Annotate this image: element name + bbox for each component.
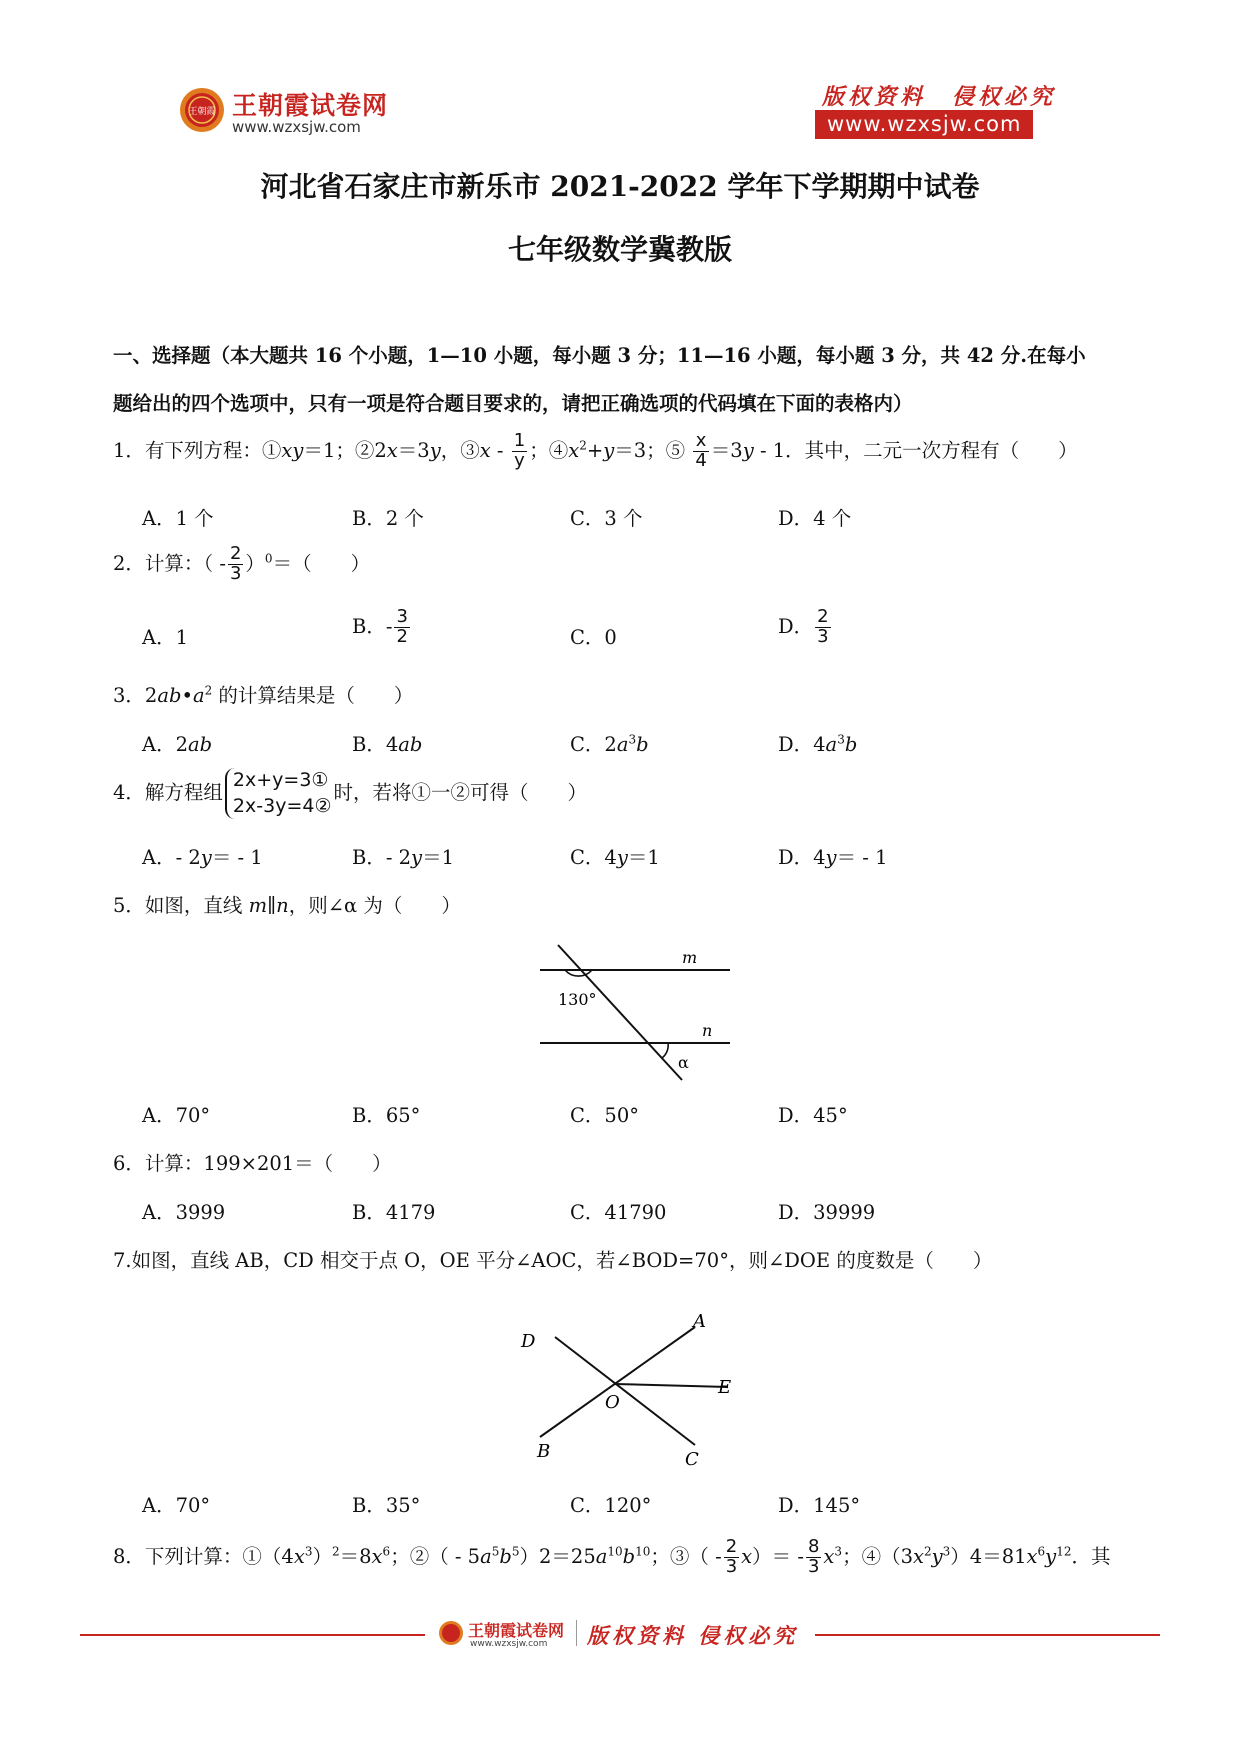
q2-option-c[interactable]: C．0 <box>570 626 617 649</box>
brand-url[interactable]: www.wzxsjw.com <box>232 118 361 136</box>
q5-option-b[interactable]: B．65° <box>352 1104 421 1127</box>
question-5: 5．如图，直线 m∥n，则∠α 为（ ） <box>113 894 461 917</box>
fraction: $\frac{8}{3}$ <box>807 1536 820 1577</box>
label-n: n <box>702 1021 713 1040</box>
footer-seal-icon <box>438 1620 464 1646</box>
q2-option-a[interactable]: A．1 <box>142 626 188 649</box>
footer-rule-right <box>815 1634 1160 1636</box>
q6-option-b[interactable]: B．4179 <box>352 1201 436 1224</box>
question-6: 6．计算：199×201＝（ ） <box>113 1152 392 1175</box>
ray-oe <box>615 1384 728 1387</box>
question-4: 4．解方程组 2x+y=3① 2x-3y=4② 时，若将①一②可得（ ） <box>113 768 587 819</box>
footer-rule-left <box>80 1634 425 1636</box>
copyright-url[interactable]: www.wzxsjw.com <box>815 110 1033 139</box>
q6-option-a[interactable]: A．3999 <box>142 1201 226 1224</box>
question-2: 2．计算：（ - $\frac{2}{3}$ ）$^0$＝（ ） <box>113 543 371 584</box>
intersecting-lines-figure <box>515 1305 755 1475</box>
q3-option-b[interactable]: B．4ab <box>352 733 423 756</box>
q5-option-a[interactable]: A．70° <box>142 1104 211 1127</box>
label-o: O <box>605 1392 620 1413</box>
line-dc <box>555 1337 695 1445</box>
header-logo <box>178 80 398 142</box>
fraction: $\frac{2}{3}$ <box>229 543 242 584</box>
q3-option-c[interactable]: C．$2a^3b$ <box>570 732 649 756</box>
label-m: m <box>682 948 698 967</box>
q7-option-a[interactable]: A．70° <box>142 1494 211 1517</box>
footer-copyright: 版权资料 侵权必究 <box>587 1623 799 1648</box>
label-alpha: α <box>678 1053 689 1072</box>
fraction: $\frac{1}{y}$ <box>513 430 526 471</box>
label-a: A <box>693 1311 706 1332</box>
q3-option-a[interactable]: A．2ab <box>142 733 213 756</box>
q5-option-d[interactable]: D．45° <box>778 1104 848 1127</box>
equation-system: 2x+y=3① 2x-3y=4② <box>225 768 332 819</box>
q1-option-a[interactable]: A．1 个 <box>142 507 214 530</box>
q4-option-a[interactable]: A．- 2y＝ - 1 <box>142 846 263 869</box>
section-heading-line1: 一、选择题（本大题共 16 个小题，1—10 小题，每小题 3 分；11—16 小题，每小题 3 分，共 42 分.在每小 <box>113 344 1086 367</box>
page-subtitle: 七年级数学冀教版 <box>507 233 732 266</box>
q7-option-d[interactable]: D．145° <box>778 1494 861 1517</box>
section-heading-line2: 题给出的四个选项中，只有一项是符合题目要求的，请把正确选项的代码填在下面的表格内） <box>113 392 913 415</box>
angle-arc-alpha <box>662 1043 668 1058</box>
q6-option-c[interactable]: C．41790 <box>570 1201 667 1224</box>
q7-option-c[interactable]: C．120° <box>570 1494 652 1517</box>
q4-option-c[interactable]: C．4y＝1 <box>570 846 660 869</box>
q1-option-b[interactable]: B．2 个 <box>352 507 424 530</box>
question-1: 1．有下列方程：①xy＝1；②2x＝3y，③x - $\frac{1}{y}$ ；$④x^2+y=3$；⑤ $\frac{x}{4}$ ＝3y - 1．其中，二元一次方程有（ ） <box>113 430 1078 471</box>
q2-option-b[interactable]: B．- $\frac{3}{2}$ <box>352 606 408 647</box>
q7-option-b[interactable]: B．35° <box>352 1494 421 1517</box>
q4-option-b[interactable]: B．- 2y＝1 <box>352 846 454 869</box>
fraction: $\frac{2}{3}$ <box>725 1536 738 1577</box>
question-8: 8．下列计算：$①(4x^3)^2=8x^6$；②（ - $5a^5b^5)2=25a^{10}b^{10}$；③（ - $\frac{2}{3}$ x）＝ - $\frac{8}{3}$ $x^3$；$④(3x^2y^3)4=81x^6y^{12}$．其 <box>113 1536 1111 1577</box>
footer-brand: 王朝霞试卷网 <box>468 1621 565 1640</box>
question-3: 3．$2ab•a^2$ 的计算结果是（ ） <box>113 683 414 707</box>
footer-url[interactable]: www.wzxsjw.com <box>470 1639 548 1649</box>
q2-option-d[interactable]: D． $\frac{2}{3}$ <box>778 606 829 647</box>
copyright-notice: 版权资料 侵权必究 <box>822 84 1057 110</box>
transversal <box>558 945 682 1080</box>
footer-divider <box>576 1620 577 1646</box>
q1-option-d[interactable]: D．4 个 <box>778 507 852 530</box>
q5-option-c[interactable]: C．50° <box>570 1104 639 1127</box>
seal-text: 王朝霞 <box>188 107 216 117</box>
label-c: C <box>685 1449 699 1470</box>
page-title: 河北省石家庄市新乐市 2021-2022 学年下学期期中试卷 <box>260 170 980 203</box>
question-7: 7.如图，直线 AB，CD 相交于点 O，OE 平分∠AOC，若∠BOD=70°，则∠DOE 的度数是（ ） <box>113 1249 993 1272</box>
label-130: 130° <box>558 990 597 1009</box>
label-e: E <box>718 1377 732 1398</box>
label-b: B <box>537 1441 551 1462</box>
q1-option-c[interactable]: C．3 个 <box>570 507 643 530</box>
label-d: D <box>521 1331 536 1352</box>
brand-name: 王朝霞试卷网 <box>232 91 389 120</box>
parallel-lines-figure <box>530 935 740 1090</box>
seal-icon <box>178 86 226 134</box>
q6-option-d[interactable]: D．39999 <box>778 1201 876 1224</box>
q4-option-d[interactable]: D．4y＝ - 1 <box>778 846 888 869</box>
fraction: $\frac{x}{4}$ <box>695 430 707 471</box>
q3-option-d[interactable]: D．$4a^3b$ <box>778 732 858 756</box>
